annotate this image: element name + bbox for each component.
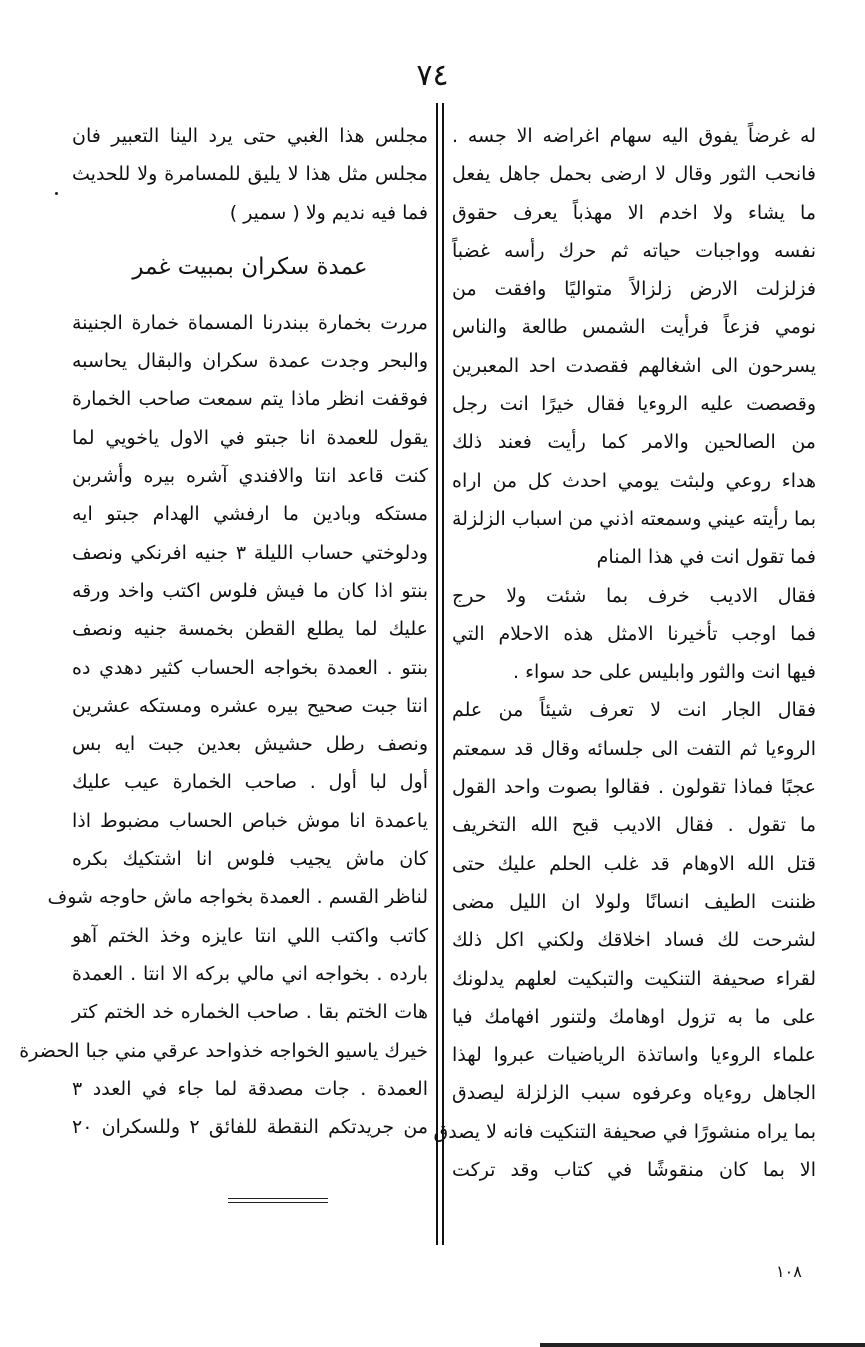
text-line: بنتو اذا كان ما فيش فلوس اكتب واخد ورقه [72,579,428,602]
text-line: هداء روعي ولبثت يومي احدث كل من اراه [452,469,816,492]
column-divider-secondary [442,103,444,1245]
article-heading: عمدة سكران بمبيت غمر [132,253,368,280]
text-line: والبحر وجدت عمدة سكران والبقال يحاسبه [72,350,428,373]
text-line: ياعمدة انا موش خباص الحساب مضبوط اذا [72,809,428,832]
ink-speck [55,192,58,195]
text-line: لشرحت لك فساد اخلاقك ولكني اكل ذلك [452,929,816,952]
left-column [19,117,429,1146]
page-bottom-edge [540,1343,865,1347]
text-line: نومي فزعاً فرأيت الشمس طالعة والناس [452,316,816,339]
text-line: مجلس مثل هذا لا يليق للمسامرة ولا للحديث [72,163,428,186]
text-line: ودلوختي حساب الليلة ٣ جنيه افرنكي ونصف [72,541,428,564]
right-column [433,117,816,1189]
text-line: بارده . بخواجه اني مالي بركه الا انتا . العمدة [72,962,428,985]
text-line: الا بما كان منقوشًا في كتاب وقد تركت [452,1159,816,1182]
text-line: الروءيا ثم التفت الى جلسائه وقال قد سمعتم [452,737,816,760]
text-line: كان ماش يجيب فلوس انا اشتكيك بكره [72,848,428,871]
text-line: بما يراه منشورًا في صحيفة التنكيت فانه لا يصدق [433,1120,816,1143]
text-line: فانحب الثور وقال لا ارضى بحمل جاهل يفعل [452,163,816,186]
text-line: مجلس هذا الغبي حتى يرد الينا التعبير فان [72,125,428,147]
text-line: بما رأيته عيني وسمعته اذني من اسباب الزلزلة [452,507,816,530]
text-line: يقول للعمدة انا جبتو في الاول ياخويي لما [72,426,428,449]
text-line: أول لبا أول . صاحب الخمارة عيب عليك [72,771,428,794]
text-line: لقراء صحيفة التنكيت والتبكيت لعلهم يدلونك [452,967,816,990]
text-line: هات الختم بقا . صاحب الخماره خد الختم كتر [72,1001,428,1024]
text-line: مررت بخمارة ببندرنا المسماة خمارة الجنينة [72,311,428,334]
text-line: فوقفت انظر ماذا يتم سمعت صاحب الخمارة [72,388,428,411]
text-line: فزلزلت الارض زلزالاً متواليًا وافقت من [452,278,816,301]
text-line: ما يشاء ولا اخدم الا مهذباً يعرف حقوق [452,201,816,224]
footer-number: ١٠٨ [776,1262,802,1281]
text-line: على ما به تزول اوهامك ولتنور افهامك فيا [452,1005,816,1028]
text-line: مستكه وبادين ما ارفشي الهدام جبتو ايه [72,503,428,526]
text-line: فما تقول انت في هذا المنام [596,546,816,569]
text-line: الجاهل روءياه وعرفوه سبب الزلزلة ليصدق [452,1082,816,1105]
text-line: وقصصت عليه الروءيا فقال خيرًا انت رجل [452,393,816,416]
text-line: بنتو . العمدة بخواجه الحساب كثير دهدي ده [72,656,428,679]
text-line: كاتب واكتب اللي انتا عايزه وخذ الختم آهو [72,924,428,947]
text-line: له غرضاً يفوق اليه سهام اغراضه الا جسه . [452,125,816,147]
text-line: ونصف رطل حشيش بعدين جبت ايه بس [72,733,428,756]
text-line: عجبًا فماذا تقولون . فقالوا بصوت واحد القول [452,776,816,799]
text-line: فما اوجب تأخيرنا الامثل هذه الاحلام التي [452,622,816,645]
text-line: فما فيه نديم ولا ( سمير ) [229,201,428,224]
text-line: فقال الجار انت لا تعرف شيئاً من علم [452,699,816,722]
text-line: قتل الله الاوهام قد غلب الحلم عليك حتى [452,852,816,875]
text-line: علماء الروءيا واساتذة الرياضيات عبروا لهذا [452,1044,816,1067]
section-end-rule [228,1198,328,1203]
text-line: ما تقول . فقال الاديب قبح الله التخريف [452,814,816,837]
text-line: من جريدتكم النقطة للفائق ٢ وللسكران ٢٠ [72,1116,429,1139]
column-divider [436,103,438,1245]
text-line: خيرك ياسيو الخواجه خذواحد عرقي مني جبا الحضرة [19,1039,428,1062]
text-line: لناظر القسم . العمدة بخواجه ماش حاوجه شوف [47,886,428,909]
text-line: فقال الاديب خرف بما شئت ولا حرج [452,584,816,607]
text-line: يسرحون الى اشغالهم فقصدت احد المعبرين [452,354,816,377]
text-line: انتا جبت صحيح بيره عشره ومستكه عشرين [72,694,428,717]
text-line: كنت قاعد انتا والافندي آشره بيره وأشربن [72,465,428,488]
text-line: فيها انت والثور وابليس على حد سواء . [513,661,816,684]
text-line: عليك لما يطلع القطن بخمسة جنيه ونصف [72,618,428,641]
text-line: العمدة . جات مصدقة لما جاء في العدد ٣ [72,1077,428,1100]
text-line: نفسه وواجبات حياته ثم حرك رأسه غضباً [452,239,816,262]
text-line: ظننت الطيف انسانًا ولولا ان الليل مضى [452,890,816,913]
page-number: ٧٤ [416,58,449,93]
text-line: من الصالحين والامر كما رأيت فعند ذلك [452,431,816,454]
